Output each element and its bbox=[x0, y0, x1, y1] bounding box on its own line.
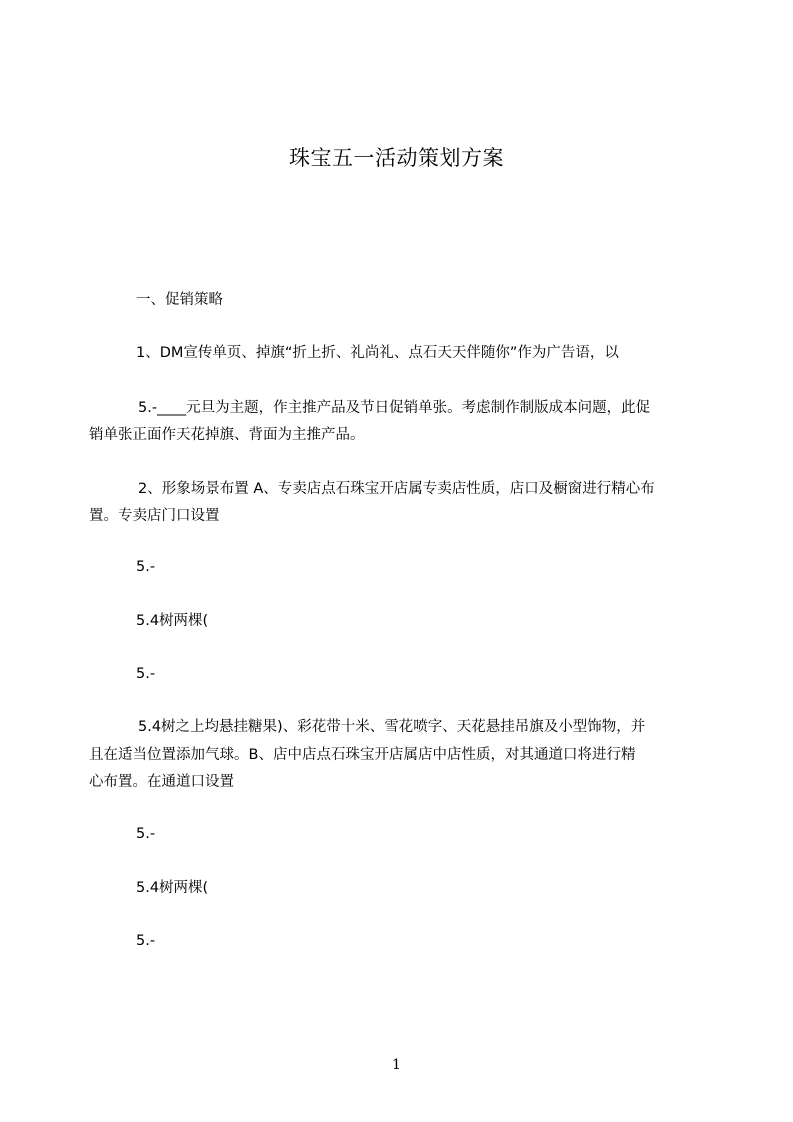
document-title: 珠宝五一活动策划方案 bbox=[289, 146, 504, 170]
paragraph-line: 5.4树两棵( bbox=[136, 613, 209, 629]
paragraph-line: 5.- bbox=[136, 666, 156, 682]
paragraph-line: 5.- bbox=[136, 933, 156, 949]
section-heading: 一、促销策略 bbox=[136, 292, 223, 308]
paragraph-line: 销单张正面作天花掉旗、背面为主推产品。 bbox=[89, 427, 365, 443]
paragraph-line: 2、形象场景布置 A、专卖店点石珠宝开店属专卖店性质，店口及橱窗进行精心布 bbox=[138, 481, 655, 497]
paragraph-line: 1、DM宣传单页、掉旗“折上折、礼尚礼、点石天天伴随你”作为广告语，以 bbox=[136, 345, 619, 361]
paragraph-line: 且在适当位置添加气球。B、店中店点石珠宝开店属店中店性质，对其通道口将进行精 bbox=[89, 747, 636, 763]
paragraph-line: 置。专卖店门口设置 bbox=[89, 508, 220, 524]
paragraph-line: 5.4树两棵( bbox=[136, 880, 209, 896]
paragraph-line: 5.- bbox=[136, 559, 156, 575]
paragraph-line: 心布置。在通道口设置 bbox=[89, 774, 234, 790]
paragraph-line: 5.- bbox=[136, 826, 156, 842]
paragraph-line: 5.-____元旦为主题，作主推产品及节日促销单张。考虑制作制版成本问题，此促 bbox=[138, 400, 651, 416]
page-number: 1 bbox=[392, 1057, 401, 1073]
paragraph-line: 5.4树之上均悬挂糖果)、彩花带十米、雪花喷字、天花悬挂吊旗及小型饰物，并 bbox=[138, 719, 646, 735]
